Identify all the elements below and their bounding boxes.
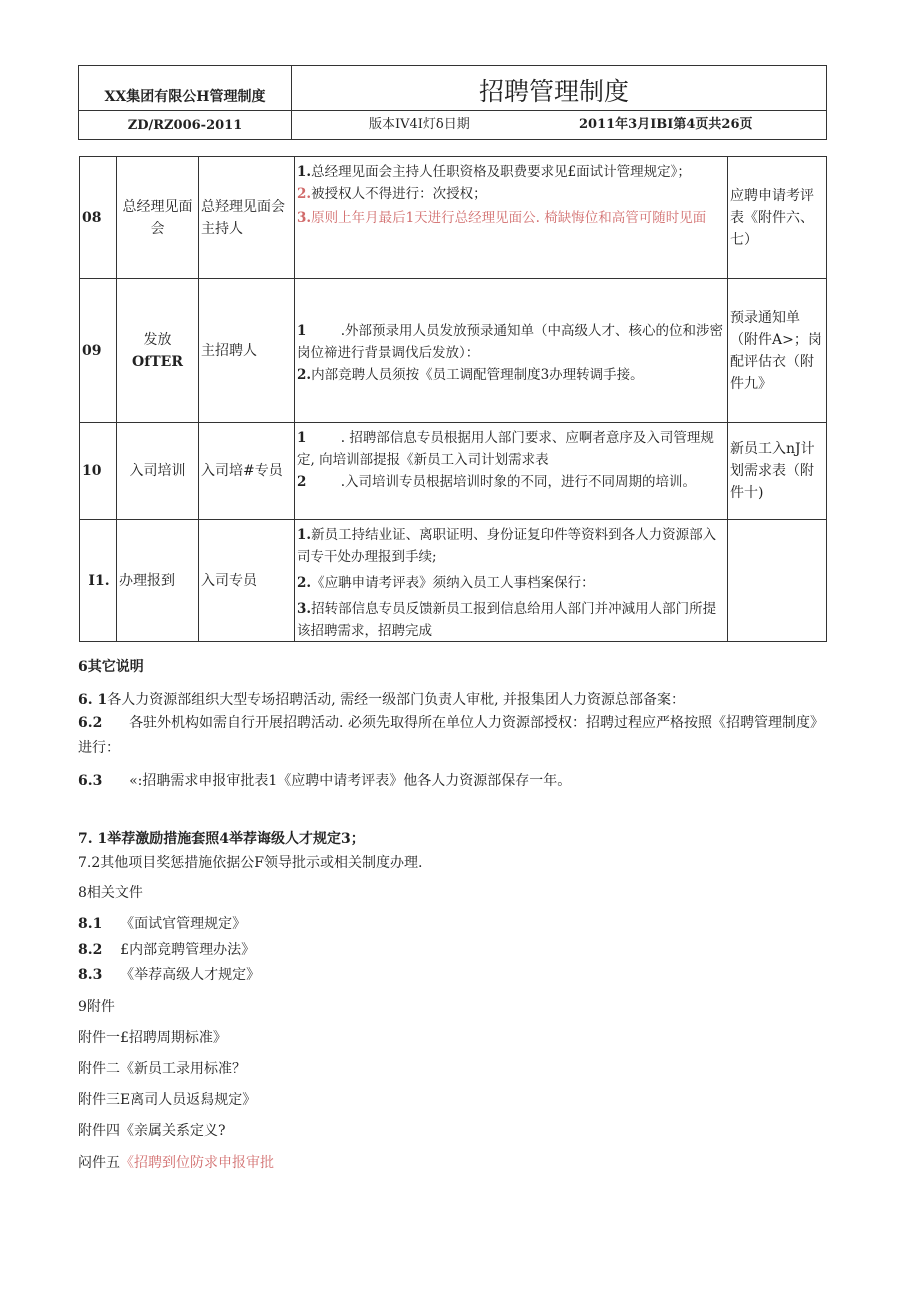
section-6-title: 6其它说明 [78,659,144,675]
step-role: 总羟理见面会主持人 [199,157,295,279]
document-code: ZD/RZ006-2011 [127,118,243,133]
step-description: 1.总经理见面会主持人任职资格及职费要求见£面试计管理规定》； 2.被授权人不得进行：次授权； 3.原则上年月最后1天进行总经理见面公. 椅缺悔位和高管可随时见面 [295,157,728,279]
step-role: 主招聘人 [199,279,295,423]
step-action: 发放 OfTER [117,279,199,423]
attachment-5: 闷件五《招聘到位防求申报审批 [78,1155,274,1171]
step-action: 总经理见面会 [117,157,199,279]
attachment-3: 附件三E离司人员返舄规定》 [78,1092,257,1108]
step-number: 08 [80,157,117,279]
step-number: I1. [80,520,117,642]
company-name: XX集团有限公H管理制度 [104,89,266,105]
table-row [80,157,827,279]
process-table [79,156,827,642]
step-role: 入司专员 [199,520,295,642]
related-doc-2: 8.2 £内部竞聘管理办法》 [78,942,256,958]
table-row [80,423,827,520]
document-title: 招聘管理制度 [479,77,630,106]
document-header [78,65,827,140]
related-doc-3: 8.3 《举荐高级人才规定》 [78,967,261,983]
step-action: 办理报到 [117,520,199,642]
clause-7-2: 7.2其他项目奖惩措施依据公F领导批示或相关制度办理. [78,855,423,871]
step-attachment: 应聘申请考评表《附件六、七） [728,157,827,279]
header-divider-vertical [291,66,292,139]
attachment-2: 附件二《新员工录用标准？ [78,1061,246,1077]
step-attachment: 预录通知单（附件A>；岗配评估衣（附件九》 [728,279,827,423]
attachment-1: 附件一£招聘周期标准》 [78,1030,227,1046]
clause-7-1: 7. 1举荐激励措施套照4举荐诲级人才规定3； [78,831,365,847]
clause-6-1: 6. 1各人力资源部组织大型专场招聘活动, 需经一级部门负责人审枇, 并报集团人力资源总部备案： [78,692,686,708]
table-row [80,279,827,423]
step-description: 1.新员工持结业证、离职证明、身份证复印件等资料到各人力资源部入司专干处办理报到手续; 2.《应聃申请考评表》须纳入员工人事档案保行： 3.招转部信息专员反馈新员工报到信息给用人部门并冲減用人部门所提该招聘需求，招聘完成 [295,520,728,642]
step-role: 入司培#专员 [199,423,295,520]
clause-6-3: 6.3 «:招聃需求申报审批表1《应聘中请考评表》他各人力资源部保存一年。 [78,773,572,789]
attachment-4: 附件四《亲属关系定义? [78,1123,226,1139]
step-number: 09 [80,279,117,423]
step-action: 入司培训 [117,423,199,520]
version-label: 版本IV4I灯δ日期 [369,117,470,132]
step-description: 1 . 招聘部信息专员根据用人部门要求、应啊者意序及入司管理规定, 向培训部提报《新员工入司计划需求表 2 .入司培训专员根据培训时象的不同，进行不同周期的培训。 [295,423,728,520]
table-row [80,520,827,642]
step-attachment [728,520,827,642]
date-page-info: 2011年3月IBI第4页共26页 [579,117,753,132]
section-9-title: 9附件 [78,999,115,1015]
step-attachment: 新员工入nJ计划需求表（附件十) [728,423,827,520]
header-divider-horizontal [79,110,826,111]
clause-6-2: 6.2 各驻外机构如需自行开展招聘活动. 必须先取得所在单位人力资源部授权：招聘过程应严格按照《招聘管理制度》进行： [78,715,817,756]
section-8-title: 8相关文件 [78,885,143,901]
step-number: 10 [80,423,117,520]
step-description: 1 .外部预录用人员发放预录通知单（中高级人才、核心的位和涉密岗位禘进行背景调伐后发放）： 2.内部竞聘人员须按《员工调配管理制度3办理转调手接。 [295,279,728,423]
related-doc-1: 8.1 《面试官管理规定》 [78,916,247,932]
